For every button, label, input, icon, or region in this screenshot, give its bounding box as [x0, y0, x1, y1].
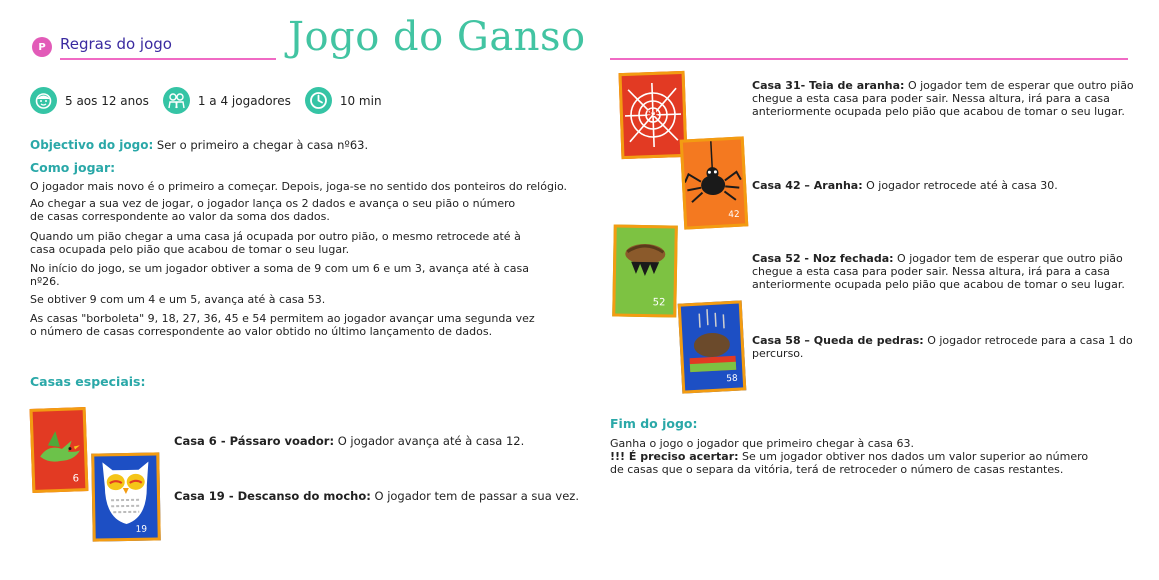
- card-58-number: 58: [725, 373, 738, 385]
- end-line-3: de casas que o separa da vitória, terá de retroceder o número de casas restantes.: [610, 463, 1064, 476]
- card-31-spider-web: [619, 71, 688, 159]
- end-of-game-heading: Fim do jogo:: [610, 416, 698, 431]
- info-players: [163, 87, 291, 114]
- square-52-line-1: [752, 252, 1123, 266]
- square-58-label: Casa 58 – Queda de pedras:: [752, 334, 924, 347]
- card-19-owl: [91, 452, 161, 541]
- play-time: 10 min: [339, 93, 382, 108]
- card-52-closed-nut: [612, 224, 678, 317]
- end-line-2: [610, 450, 1088, 464]
- square-6-text: O jogador avança até à casa 12.: [334, 434, 525, 448]
- rule-line-1: O jogador mais novo é o primeiro a começar. Depois, joga-se no sentido dos ponteiros do relógio.: [30, 180, 568, 193]
- info-row: [30, 87, 396, 114]
- square-52-line-2: chegue a esta casa para poder sair. Nessa altura, irá para a casa: [752, 265, 1110, 278]
- square-31-text: O jogador tem de esperar que outro pião: [904, 79, 1134, 92]
- page-badge: P: [32, 37, 52, 57]
- rule-line-6: No início do jogo, se um jogador obtiver a soma de 9 com um 6 e um 3, avança até à casa: [30, 262, 529, 275]
- rule-line-2: Ao chegar a sua vez de jogar, o jogador lança os 2 dados e avança o seu pião o número: [30, 197, 516, 210]
- end-warning-text: Se um jogador obtiver nos dados um valor superior ao número: [738, 450, 1089, 463]
- square-52-text: O jogador tem de esperar que outro pião: [893, 252, 1123, 265]
- card-42-spider: [680, 136, 749, 229]
- square-58-line-2: percurso.: [752, 347, 804, 360]
- page-title: Jogo do Ganso: [288, 14, 586, 60]
- square-58-text: O jogador retrocede para a casa 1 do: [923, 334, 1133, 347]
- square-42-text: O jogador retrocede até à casa 30.: [862, 179, 1058, 192]
- end-warning-label: !!! É preciso acertar:: [610, 450, 739, 463]
- age-range: 5 aos 12 anos: [65, 93, 149, 108]
- square-6-label: Casa 6 - Pássaro voador:: [174, 434, 335, 448]
- rule-line-9: As casas "borboleta" 9, 18, 27, 36, 45 e 54 permitem ao jogador avançar uma segunda vez: [30, 312, 535, 325]
- info-age: [30, 87, 149, 114]
- card-6-flying-bird: [30, 407, 89, 493]
- rule-line-4: Quando um pião chegar a uma casa já ocupada por outro pião, o mesmo retrocede até à: [30, 230, 521, 243]
- card-31-number: 31: [646, 108, 659, 119]
- square-19-text: O jogador tem de passar a sua vez.: [370, 489, 579, 503]
- objective-text: Ser o primeiro a chegar à casa nº63.: [153, 138, 369, 152]
- square-52-label: Casa 52 - Noz fechada:: [752, 252, 894, 265]
- square-31-label: Casa 31- Teia de aranha:: [752, 79, 905, 92]
- square-42-description: [752, 179, 1058, 193]
- clock-icon: [305, 87, 332, 114]
- card-42-number: 42: [727, 209, 740, 221]
- special-squares-heading: Casas especiais:: [30, 374, 146, 389]
- how-to-play-heading: Como jogar:: [30, 160, 116, 175]
- rule-line-10: o número de casas correspondente ao valor obtido no último lançamento de dados.: [30, 325, 493, 338]
- child-face-icon: [30, 87, 57, 114]
- card-58-falling-stones: [678, 300, 747, 393]
- end-line-1: Ganha o jogo o jogador que primeiro chegar à casa 63.: [610, 437, 914, 450]
- info-time: [305, 87, 382, 114]
- players-range: 1 a 4 jogadores: [197, 93, 291, 108]
- rule-line-3: de casas correspondente ao valor da soma dos dados.: [30, 210, 330, 223]
- square-52-line-3: anteriormente ocupada pelo pião que acabou de tomar o seu lugar.: [752, 278, 1125, 291]
- rule-line-7: nº26.: [30, 275, 60, 288]
- owl-icon: [94, 455, 157, 538]
- card-6-number: 6: [72, 473, 80, 485]
- rules-label: Regras do jogo: [60, 35, 172, 53]
- players-icon: [163, 87, 190, 114]
- square-58-line-1: [752, 334, 1133, 348]
- square-19-label: Casa 19 - Descanso do mocho:: [174, 489, 371, 503]
- square-6-description: [174, 435, 524, 449]
- rule-line-8: Se obtiver 9 com um 4 e um 5, avança até à casa 53.: [30, 293, 326, 306]
- square-31-line-1: [752, 79, 1134, 93]
- header-rule-right: [610, 58, 1128, 60]
- square-31-line-3: anteriormente ocupada pelo pião que acabou de tomar o seu lugar.: [752, 105, 1125, 118]
- objective-label: Objectivo do jogo:: [30, 138, 154, 152]
- nut-icon: [615, 228, 674, 315]
- square-42-label: Casa 42 – Aranha:: [752, 179, 863, 192]
- square-31-line-2: chegue a esta casa para poder sair. Nessa altura, irá para a casa: [752, 92, 1110, 105]
- header-rule-left: [60, 58, 276, 60]
- card-19-number: 19: [135, 524, 148, 535]
- square-19-description: [174, 490, 579, 504]
- objective-line: [30, 139, 368, 153]
- rule-line-5: casa ocupada pelo pião que acabou de tomar o seu lugar.: [30, 243, 350, 256]
- card-52-number: 52: [652, 297, 666, 309]
